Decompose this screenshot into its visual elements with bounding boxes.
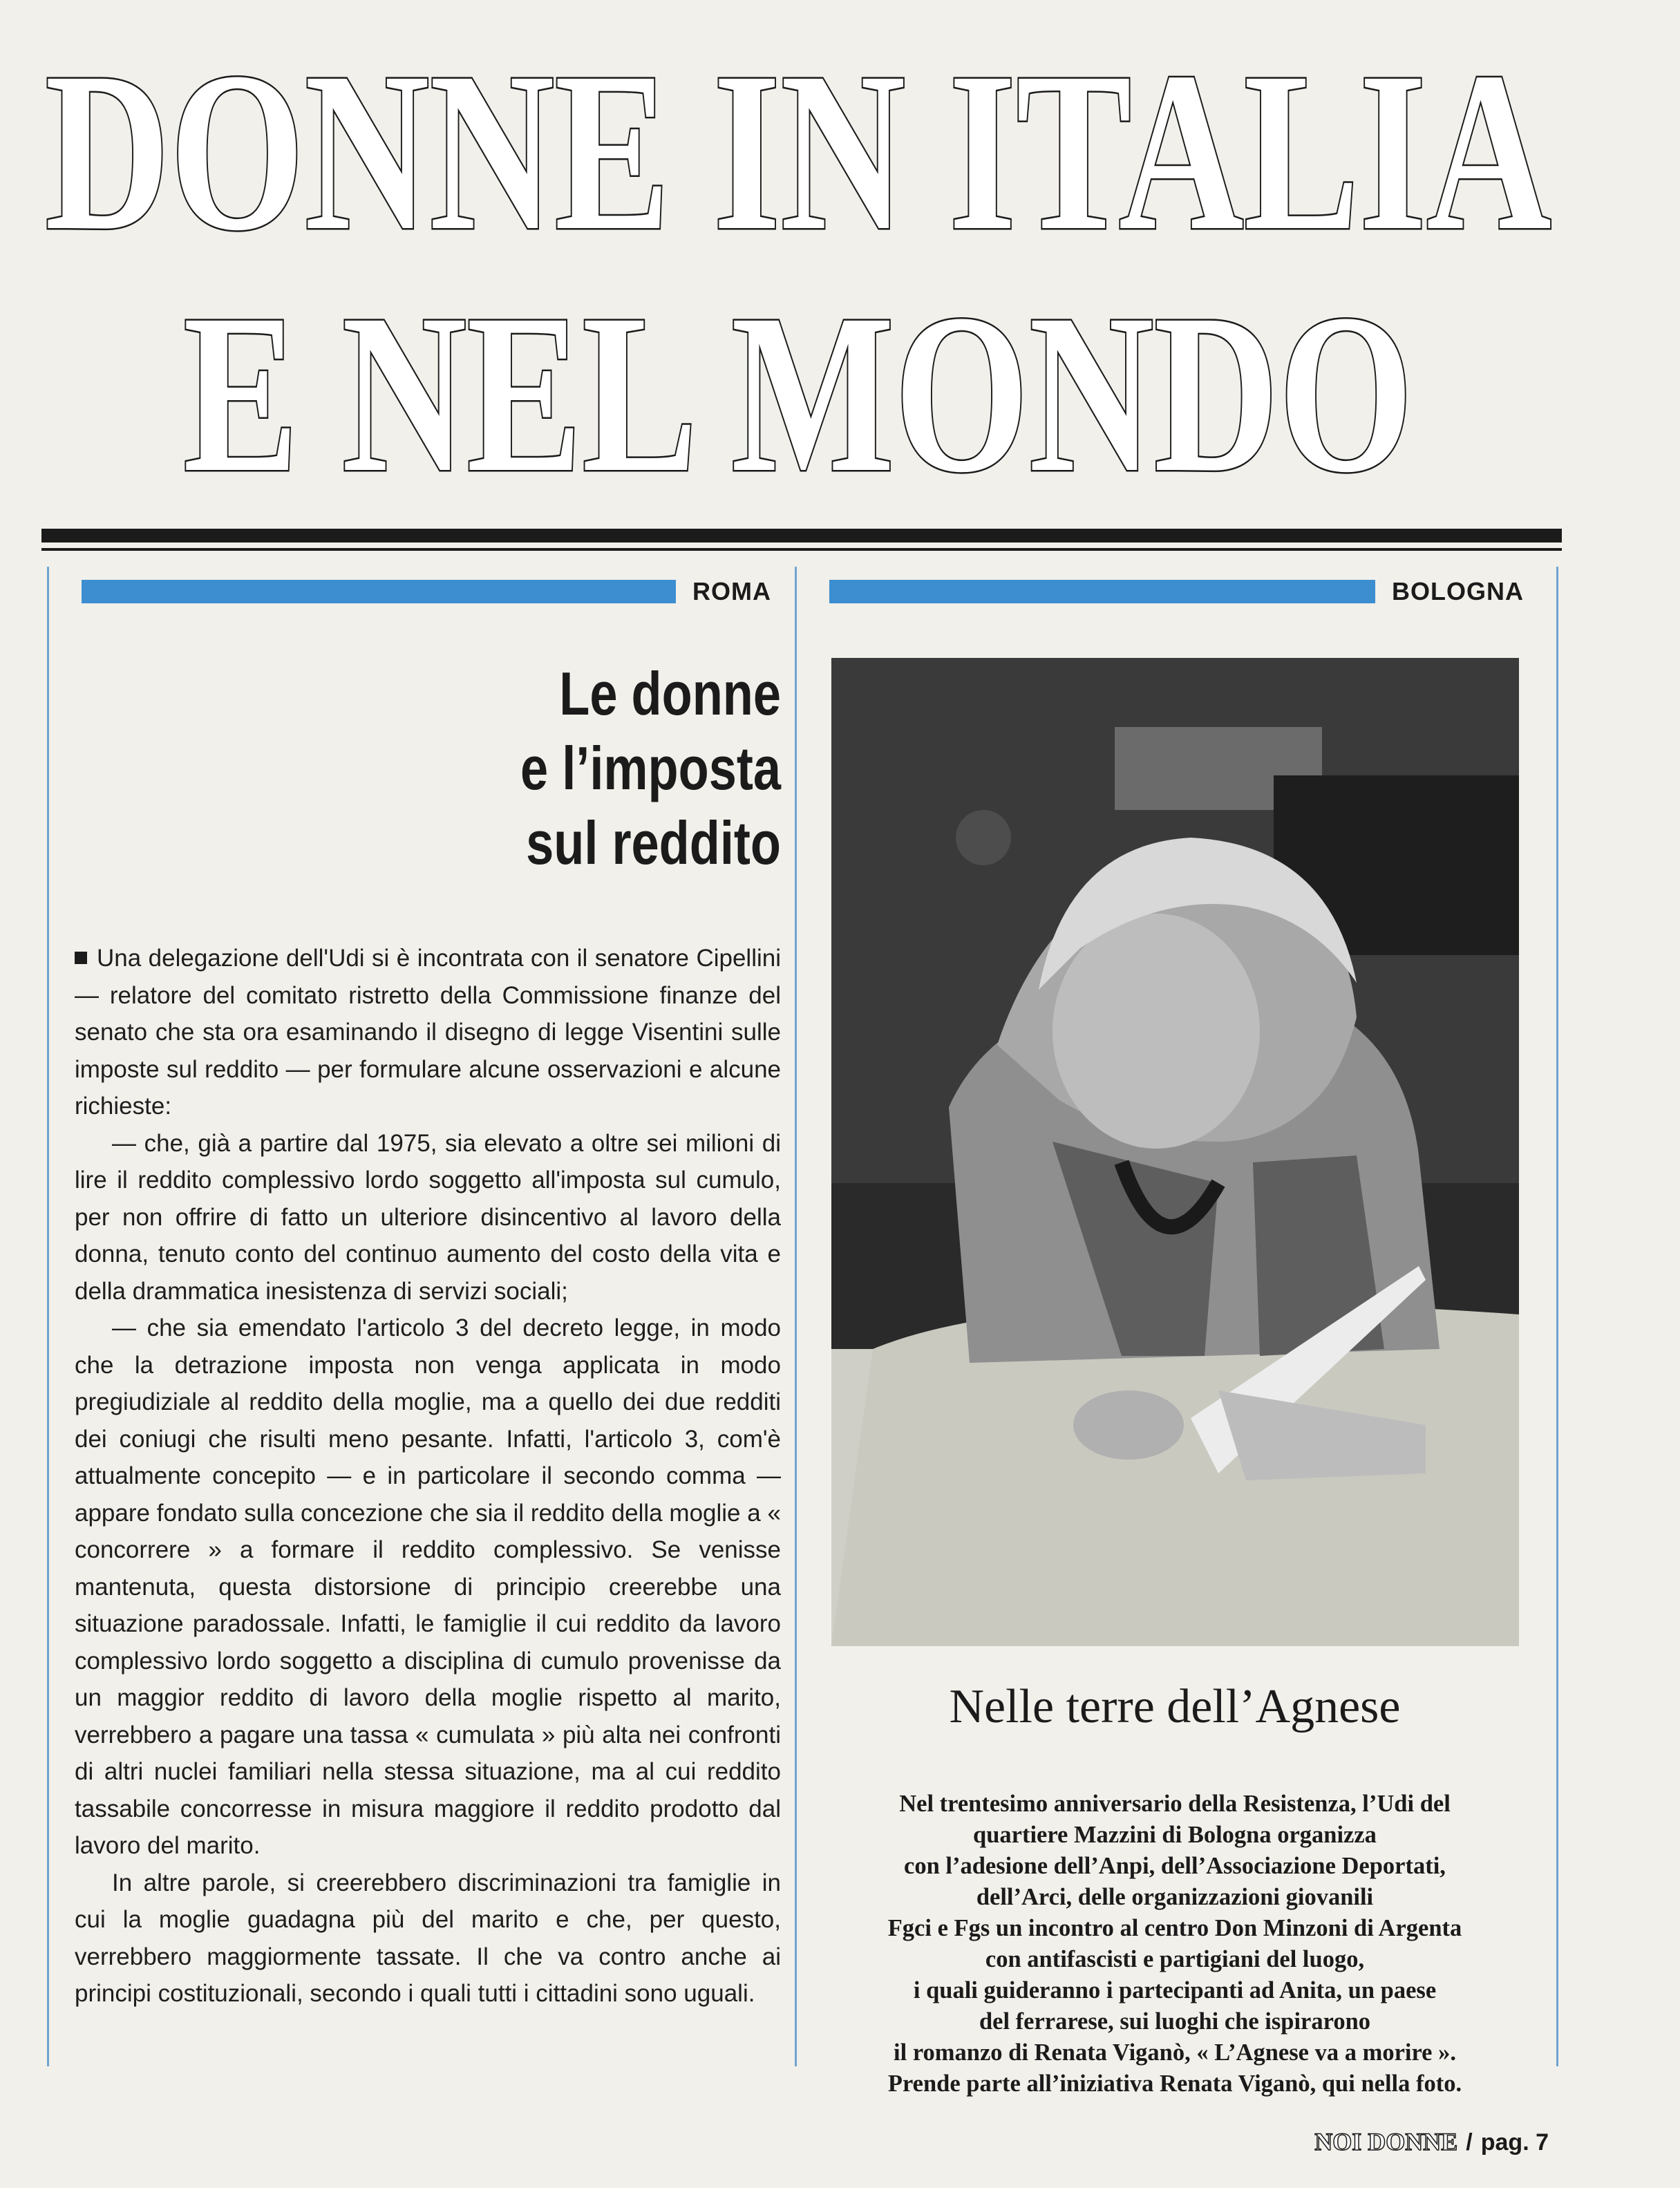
- section-bar: [829, 580, 1375, 603]
- article-paragraph: [75, 940, 781, 1125]
- article-paragraph: In altre parole, si creerebbero discriminazioni tra famiglie in cui la moglie guadagna più del marito e che, per questo, verrebbero maggiormente tassate. Il che va contro anche ai principi costituzionali, secondo i quali tutti i cittadini sono uguali.: [75, 1869, 781, 2007]
- section-label: ROMA: [692, 577, 771, 605]
- caption-line: Prende parte all’iniziativa Renata Viganò, qui nella foto.: [887, 2071, 1462, 2097]
- article-paragraph: — che sia emendato l'articolo 3 del decreto legge, in modo che la detrazione imposta non venga applicata in modo pregiudiziale al reddito della moglie, ma a quello dei due redditi dei coniugi che risulti meno pesante. Infatti, l'articolo 3, com'è attualmente concepito — e in particolare il secondo comma — appare fondato sulla concezione che sia il reddito della moglie a « concorrere » a formare il reddito complessivo. Se venisse mantenuta, questa distorsione di principio creerebbe una situazione paradossale. Infatti, le famiglie il cui reddito da lavoro complessivo lordo soggetto a disciplina di cumulo provenisse da un maggior reddito di lavoro della moglie rispetto al marito, verrebbero a pagare una tassa « cumulata » più alta nei confronti di altri nuclei familiari nella stessa situazione, ma al cui reddito tassabile concorresse in misura maggiore il reddito prodotto dal lavoro del marito.: [75, 1314, 781, 1859]
- section-tag-bologna: [829, 578, 1524, 605]
- caption-line: dell’Arci, delle organizzazioni giovanili: [976, 1884, 1374, 1910]
- page-number: pag. 7: [1480, 2129, 1549, 2156]
- masthead-line-1: DONNE IN ITALIA: [45, 26, 1551, 278]
- section-label: BOLOGNA: [1392, 577, 1524, 605]
- article-headline: [435, 657, 781, 880]
- masthead-rule-thick: [41, 529, 1562, 543]
- headline-line: sul reddito: [526, 809, 781, 877]
- paragraph-text: Una delegazione dell'Udi si è incontrata con il senatore Cipellini — relatore del comitato ristretto della Commissione finanze del senato che sta ora esaminando il disegno di legge Visentini sulle imposte sul reddito — per formulare alcune osservazioni e alcune richieste:: [75, 945, 781, 1120]
- caption-line: il romanzo di Renata Viganò, « L’Agnese va a morire ».: [894, 2039, 1456, 2066]
- section-bar: [82, 580, 676, 603]
- photo-caption-title: Nelle terre dell’Agnese: [949, 1680, 1401, 1733]
- caption-line: quartiere Mazzini di Bologna organizza: [973, 1822, 1377, 1848]
- page-footer: [1314, 2127, 1549, 2156]
- caption-line: Fgci e Fgs un incontro al centro Don Minzoni di Argenta: [887, 1915, 1462, 1941]
- article-paragraph: — che, già a partire dal 1975, sia elevato a oltre sei milioni di lire il reddito complessivo lordo soggetto all'imposta sul cumulo, per non offrire di fatto un ulteriore disincentivo al lavoro della donna, tenuto conto del continuo aumento del costo della vita e della drammatica inesistenza di servizi sociali;: [75, 1129, 781, 1305]
- masthead-rule-thin: [41, 548, 1562, 551]
- column-border-left: [47, 567, 49, 2066]
- caption-line: con antifascisti e partigiani del luogo,: [985, 1946, 1365, 1972]
- column-border-middle: [795, 567, 797, 2066]
- caption-line: con l’adesione dell’Anpi, dell’Associazione Deportati,: [904, 1853, 1446, 1879]
- bullet-square-icon: [75, 952, 87, 964]
- caption-line: i quali guideranno i partecipanti ad Anita, un paese: [913, 1977, 1437, 2003]
- section-tag-roma: [82, 578, 771, 605]
- magazine-logo: NOI DONNE: [1314, 2128, 1458, 2156]
- caption-line: del ferrarese, sui luoghi che ispirarono: [979, 2008, 1371, 2035]
- caption-line: Nel trentesimo anniversario della Resistenza, l’Udi del: [899, 1791, 1451, 1817]
- masthead-line-2: E NEL MONDO: [183, 267, 1414, 520]
- masthead-title: [28, 21, 1569, 518]
- headline-line: e l’imposta: [520, 734, 781, 802]
- article-body: [75, 940, 781, 2012]
- headline-line: Le donne: [559, 659, 781, 728]
- footer-separator: /: [1466, 2129, 1473, 2156]
- masthead: [28, 21, 1569, 518]
- article-photo: [831, 658, 1519, 1646]
- column-border-right: [1556, 567, 1558, 2066]
- photo-caption-body: [822, 1789, 1527, 2100]
